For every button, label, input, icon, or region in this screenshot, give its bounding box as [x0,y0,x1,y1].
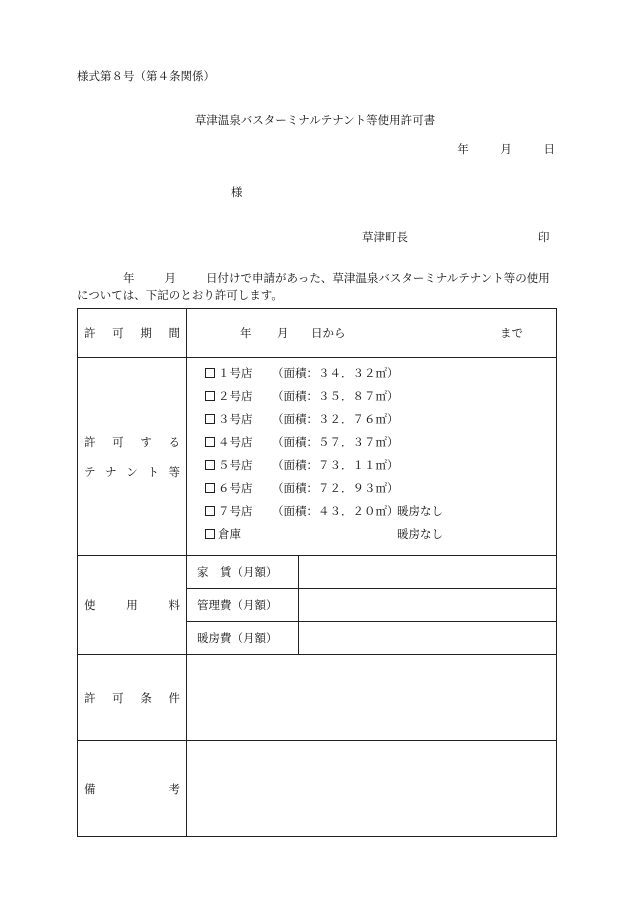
label-char: 間 [168,326,180,340]
fee-value-heating[interactable] [299,622,557,655]
label-char: 条 [140,690,152,705]
fee-row-rent [78,556,557,589]
checkbox-icon[interactable] [205,483,215,493]
period-month: 月 [277,326,289,340]
checkbox-icon[interactable] [205,460,215,470]
checkbox-icon[interactable] [205,529,215,539]
usage-fee-label [78,556,187,655]
date-month-label: 月 [500,142,512,156]
issue-date [429,141,555,157]
tenant-name: ７号店 [218,504,253,518]
label-char: 備 [84,781,96,796]
label-char: 使 [84,598,96,612]
permit-period-value[interactable] [187,309,557,358]
label-char: 等 [168,464,180,479]
fee-label: 暖房費（月額） [187,622,299,655]
tenant-area: （面積：７３．１１㎡） [272,458,399,472]
conditions-value[interactable] [187,655,557,741]
label-char: す [140,434,152,449]
tenant-area: （面積：３２．７６㎡） [272,412,399,426]
label-char: 許 [84,434,96,449]
tenant-area: （面積：３４．３２㎡） [272,366,399,380]
issuer-title: 草津町長 [362,230,408,244]
tenant-area: （面積：３５．８７㎡） [272,389,399,403]
fee-label: 管理費（月額） [187,589,299,622]
tenant-options [187,358,557,556]
label-char: 可 [112,434,124,449]
remarks-value[interactable] [187,741,557,837]
period-until: まで [500,326,523,340]
tenant-note: 暖房なし [397,527,443,541]
date-year-label: 年 [457,142,469,156]
checkbox-icon[interactable] [205,414,215,424]
tenant-option[interactable] [205,408,556,431]
tenant-option[interactable] [205,500,556,523]
seal-mark: 印 [538,230,550,244]
tenant-option[interactable] [205,431,556,454]
period-year: 年 [240,326,252,340]
label-char: ト [147,464,159,479]
label-char: 可 [112,690,124,705]
tenant-area: （面積：５７．３７㎡） [272,435,399,449]
conditions-row [78,655,557,741]
permit-period-label [78,309,187,358]
label-char: 考 [168,781,180,796]
tenant-option[interactable] [205,523,556,546]
tenant-note: 暖房なし [397,504,443,518]
tenant-area: （面積：４３．２０㎡） [272,504,399,518]
tenant-label [78,358,187,556]
intro-text-line2: については、下記のとおり許可します。 [77,288,283,302]
label-char: 可 [112,326,124,340]
label-char: 用 [126,598,138,612]
checkbox-icon[interactable] [205,437,215,447]
fee-label: 家 賃（月額） [187,556,299,589]
addressee-suffix: 様 [231,185,243,199]
permit-period-row [78,309,557,358]
date-day-label: 日 [543,142,555,156]
intro-text-line1: 日付けで申請があった、草津温泉バスターミナルテナント等の使用 [206,271,550,285]
checkbox-icon[interactable] [205,506,215,516]
tenant-area: （面積：７２．９３㎡） [272,481,399,495]
tenant-option[interactable] [205,454,556,477]
intro-year: 年 [123,271,135,285]
label-char: 許 [84,326,96,340]
tenant-name: ５号店 [218,458,253,472]
document-title: 草津温泉バスターミナルテナント等使用許可書 [194,113,436,127]
label-char: ナ [105,464,117,479]
intro-paragraph [77,270,557,304]
tenant-name: ６号店 [218,481,253,495]
label-char: ン [126,464,138,479]
form-code: 様式第８号（第４条関係） [77,69,215,83]
permit-table [77,308,557,837]
intro-month: 月 [164,271,176,285]
tenant-name: ２号店 [218,389,253,403]
fee-value-management[interactable] [299,589,557,622]
tenant-name: 倉庫 [218,527,241,541]
label-char: 期 [140,326,152,340]
tenant-row [78,358,557,556]
tenant-name: １号店 [218,366,253,380]
label-char: る [168,434,180,449]
fee-value-rent[interactable] [299,556,557,589]
label-char: 件 [168,690,180,705]
tenant-name: ３号店 [218,412,253,426]
tenant-name: ４号店 [218,435,253,449]
label-char: 料 [168,598,180,612]
label-char: 許 [84,690,96,705]
checkbox-icon[interactable] [205,391,215,401]
remarks-row [78,741,557,837]
period-from: 日から [311,326,346,340]
checkbox-icon[interactable] [205,368,215,378]
tenant-option[interactable] [205,362,556,385]
conditions-label [78,655,187,741]
label-char: テ [84,464,96,479]
remarks-label [78,741,187,837]
tenant-option[interactable] [205,477,556,500]
tenant-option[interactable] [205,385,556,408]
